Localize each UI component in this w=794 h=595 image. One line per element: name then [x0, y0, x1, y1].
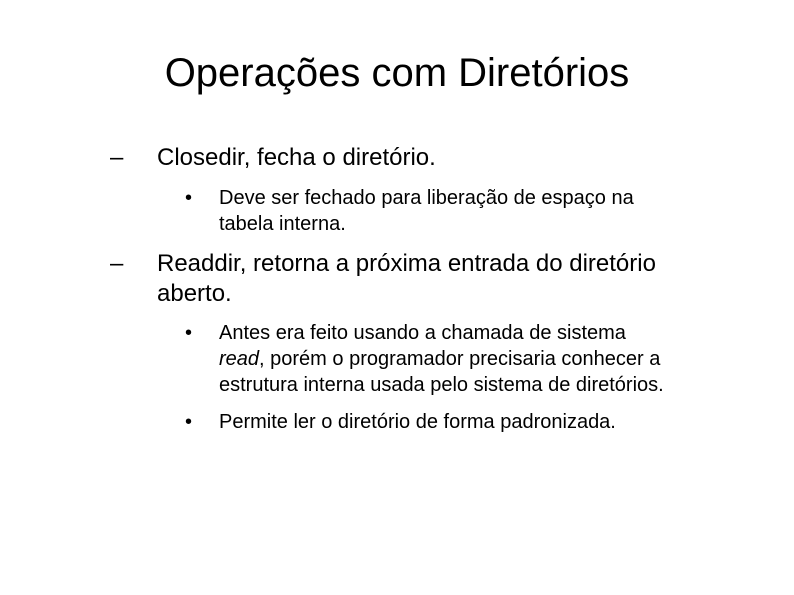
- text-line: estrutura interna usada pelo sistema de diretórios.: [219, 374, 664, 396]
- list-item-readdir: [157, 249, 757, 309]
- dash-marker: –: [110, 144, 124, 171]
- text-line: Readdir, retorna a próxima entrada do diretório: [157, 250, 656, 277]
- text-line: Deve ser fechado para liberação de espaço na: [219, 187, 634, 209]
- bullet-marker: •: [185, 411, 193, 433]
- bullet-marker: •: [185, 322, 193, 344]
- slide-title: Operações com Diretórios: [164, 51, 630, 95]
- bullet-marker: •: [185, 187, 193, 209]
- subitem-readdir-history: [219, 320, 779, 398]
- dash-marker: –: [110, 250, 124, 277]
- list-item-closedir: Closedir, fecha o diretório.: [157, 144, 436, 171]
- subitem-closedir-detail: [219, 185, 779, 237]
- text-line: Antes era feito usando a chamada de sistema: [219, 322, 626, 344]
- text-fragment: , porém o programador precisaria conhecer a: [259, 348, 661, 370]
- text-line: tabela interna.: [219, 213, 346, 235]
- subitem-readdir-standard: Permite ler o diretório de forma padronizada.: [219, 411, 616, 433]
- text-line: aberto.: [157, 280, 232, 307]
- italic-term: read: [219, 348, 260, 370]
- text-line: [219, 346, 779, 372]
